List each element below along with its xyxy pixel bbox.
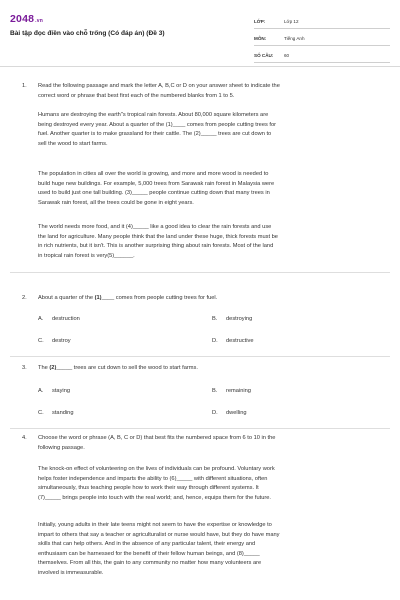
question-prompt — [38, 364, 384, 374]
meta-label: LỚP: — [254, 19, 266, 24]
question-prompt — [38, 434, 384, 453]
meta-row-subject — [254, 32, 390, 46]
option-text: destruction — [52, 316, 80, 322]
prompt-line: following passage. — [38, 444, 85, 451]
option-letter: C. — [38, 410, 44, 416]
blank-number: (2) — [49, 365, 57, 371]
passage-line: the land for agriculture. Many people think that the land under these huge, thick forests must be — [38, 233, 278, 240]
passage-line: Sarawak rain forest, all the trees could be gone in eight years. — [38, 199, 194, 206]
meta-value: 60 — [284, 53, 290, 58]
passage-line: helps foster independence and imparts the ability to (6)_____ with different situations, often — [38, 475, 268, 482]
passage-line: enthusiasm can be harnessed for the benefit of their fellow human beings, and (8)_____ — [38, 550, 260, 557]
question-number: 4. — [22, 435, 27, 441]
passage-line: in rich nutrients, but it isn't. This is another surprising thing about rain forests. Most of the land — [38, 243, 274, 249]
answer-options — [38, 316, 384, 356]
prompt-line: Choose the word or phrase (A, B, C or D) that best fits the numbered space from 6 to 10 in the — [38, 435, 276, 441]
meta-value: Lớp 12 — [284, 19, 299, 24]
option-a[interactable] — [38, 388, 70, 394]
option-d[interactable] — [212, 338, 254, 344]
option-letter: B. — [212, 316, 218, 322]
prompt-text: The — [38, 365, 50, 371]
passage-line: The knock-on effect of volunteering on the lives of individuals can be profound. Voluntary work — [38, 466, 275, 472]
option-b[interactable] — [212, 388, 251, 394]
passage-line: build huge new buildings. For example, 5,000 trees from Sarawak rain forest in Malaysia were — [38, 180, 275, 187]
prompt-line: Read the following passage and mark the letter A, B,C or D on your answer sheet to indicate the — [38, 83, 280, 89]
answer-options — [38, 388, 384, 428]
passage-line: The population in cities all over the world is growing, and more and more wood is needed to — [38, 171, 269, 177]
passage-line: Humans are destroying the earth"s tropical rain forests. About 80,000 square kilometers are — [38, 112, 269, 118]
option-c[interactable] — [38, 338, 71, 344]
question-prompt — [38, 82, 384, 101]
option-letter: A. — [38, 316, 44, 322]
passage-line: (7)_____ brings people into touch with the real world; and, hence, equips them for the future. — [38, 494, 272, 501]
blank-number: (1) — [94, 295, 102, 301]
logo-tld: .vn — [35, 18, 43, 24]
question-number: 3. — [22, 365, 27, 371]
passage-paragraph-3 — [38, 223, 384, 261]
option-text: remaining — [226, 388, 251, 394]
prompt-text: ____ comes from people cutting trees for fuel. — [101, 295, 218, 301]
meta-label: MÔN: — [254, 36, 267, 41]
meta-value: Tiếng Anh — [284, 36, 305, 41]
option-letter: C. — [38, 338, 44, 344]
passage-line: Initially, young adults in their late teens might not seem to have the expertise or knowledge to — [38, 522, 272, 528]
option-a[interactable] — [38, 316, 80, 322]
option-text: standing — [52, 410, 74, 416]
option-text: staying — [52, 388, 71, 394]
document-header — [0, 0, 400, 67]
question-number: 2. — [22, 295, 27, 301]
option-text: destructive — [226, 338, 254, 344]
passage-line: The world needs more food, and it (4)_____ like a good idea to clear the rain forests and use — [38, 224, 272, 230]
passage-line: sell the wood to start farms. — [38, 140, 108, 147]
passage-line: simultaneously, thus teaching people how to work their way through different systems. It — [38, 485, 259, 491]
document-meta — [254, 15, 390, 66]
option-text: dwelling — [226, 410, 247, 416]
passage-line: fuel. Another quarter is to make grassland for their cattle. The (2)_____ trees are cut down to — [38, 131, 272, 137]
passage-paragraph-5 — [38, 521, 384, 578]
option-letter: B. — [212, 388, 218, 394]
question-divider — [10, 356, 390, 357]
option-b[interactable] — [212, 316, 252, 322]
option-letter: D. — [212, 338, 218, 344]
meta-row-class — [254, 15, 390, 29]
prompt-text: About a quarter of the — [38, 295, 95, 301]
passage-paragraph-2 — [38, 170, 384, 208]
prompt-line: correct word or phrase that best first each of the numbered blanks from 1 to 5. — [38, 92, 235, 99]
question-number: 1. — [22, 83, 27, 89]
logo-text: 2048 — [10, 13, 35, 25]
option-d[interactable] — [212, 410, 247, 416]
page-title: Bài tập đọc điền vào chỗ trống (Có đáp án) (Đề 3) — [10, 30, 165, 37]
passage-paragraph-1 — [38, 111, 384, 149]
option-letter: A. — [38, 388, 44, 394]
question-prompt — [38, 294, 384, 304]
option-c[interactable] — [38, 410, 74, 416]
site-logo[interactable] — [10, 13, 43, 25]
meta-label: SỐ CÂU: — [254, 53, 274, 58]
question-divider — [10, 272, 390, 273]
passage-line: themselves. From all this, the gain to any community no matter how many volunteers are — [38, 560, 262, 566]
option-text: destroy — [52, 338, 71, 344]
passage-line: in tropical rain forest is very(5)______. — [38, 252, 135, 259]
passage-line: being destroyed every year. About a quarter of the (1)____ comes from people cutting trees for — [38, 121, 277, 128]
meta-row-count — [254, 49, 390, 63]
passage-paragraph-4 — [38, 465, 384, 503]
passage-line: skills that can help others. And in the absence of any particular talent, their energy and — [38, 541, 256, 547]
passage-line: used to build just one tall building. (3)_____ people continue cutting down that many trees in — [38, 190, 270, 196]
passage-line: impart to others that say a teacher or agriculturalist or nurse would have, but they do have many — [38, 531, 280, 538]
option-text: destroying — [226, 316, 253, 322]
question-divider — [10, 428, 390, 429]
passage-line: involved is immeasurable. — [38, 569, 104, 576]
option-letter: D. — [212, 410, 218, 416]
prompt-text: _____ trees are cut down to sell the wood to start farms. — [56, 365, 198, 371]
